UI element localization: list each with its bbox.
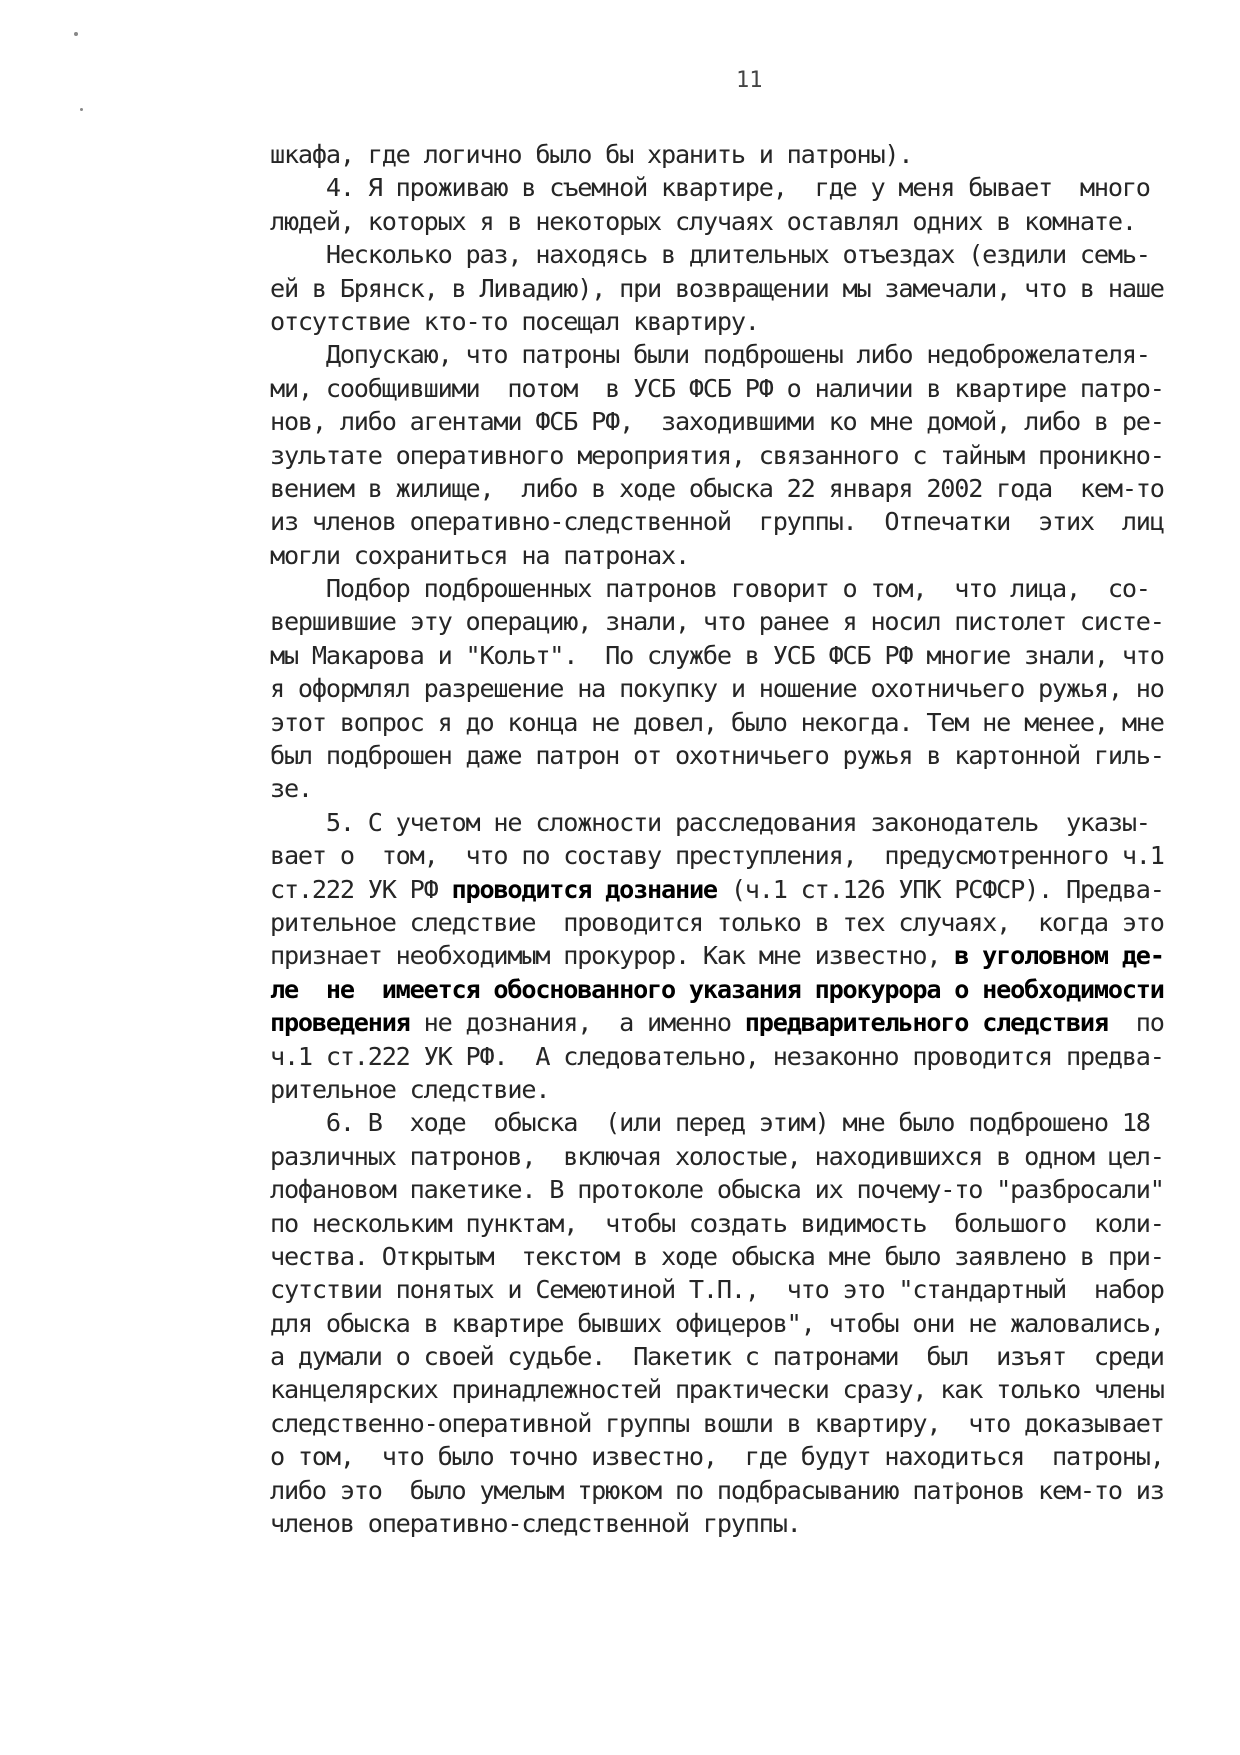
text-line [270,1207,1230,1240]
text-segment: Подбор подброшенных патронов говорит о том, что лица, со- [270,574,1150,604]
text-segment: лофановом пакетике. В протоколе обыска их почему-то "разбросали" [270,1175,1164,1205]
text-segment: из членов оперативно-следственной группы. Отпечатки этих лиц [270,507,1164,537]
text-segment: зультате оперативного мероприятия, связанного с тайным проникно- [270,440,1164,470]
text-segment: 6. В ходе обыска (или перед этим) мне было подброшено 18 [270,1108,1150,1138]
text-line [270,1173,1230,1206]
text-line [270,1240,1230,1273]
text-line [270,472,1230,505]
text-line [270,1407,1230,1440]
text-line [270,1507,1230,1540]
text-segment: ст.222 УК РФ [270,874,452,904]
text-line [270,839,1230,872]
text-segment: вершившие эту операцию, знали, что ранее я носил пистолет систе- [270,607,1164,637]
text-line [270,973,1230,1006]
text-segment: я оформлял разрешение на покупку и ношение охотничьего ружья, но [270,674,1164,704]
text-line [270,1073,1230,1106]
text-segment: следственно-оперативной группы вошли в квартиру, что доказывает [270,1408,1164,1438]
page-number: 11 [736,68,763,93]
text-line [270,305,1230,338]
text-segment: либо это было умелым трюком по подбрасыванию патронов кем-то из [270,1475,1164,1505]
text-segment: различных патронов, включая холостые, находившихся в одном цел- [270,1141,1164,1171]
text-line [270,372,1230,405]
text-segment: Несколько раз, находясь в длительных отъездах (ездили семь- [270,240,1150,270]
text-line [270,906,1230,939]
text-segment: ми, сообщившими потом в УСБ ФСБ РФ о наличии в квартире патро- [270,373,1164,403]
scan-speck [80,108,83,111]
text-line [270,138,1230,171]
text-line [270,439,1230,472]
text-segment: а думали о своей судьбе. Пакетик с патронами был изъят среди [270,1342,1164,1372]
text-segment: чества. Открытым текстом в ходе обыска мне было заявлено в при- [270,1241,1164,1271]
text-line [270,1307,1230,1340]
text-segment: по [1107,1008,1164,1038]
text-line [270,772,1230,805]
text-line [270,1040,1230,1073]
text-line [270,338,1230,371]
text-segment: нов, либо агентами ФСБ РФ, заходившими ко мне домой, либо в ре- [270,407,1164,437]
text-segment: 4. Я проживаю в съемной квартире, где у меня бывает много [270,173,1150,203]
text-segment: людей, которых я в некоторых случаях оставлял одних в комнате. [270,206,1136,236]
text-segment: сутствии понятых и Семеютиной Т.П., что это "стандартный набор [270,1275,1164,1305]
text-line [270,1474,1230,1507]
text-line [270,1440,1230,1473]
text-segment: этот вопрос я до конца не довел, было некогда. Тем не менее, мне [270,707,1164,737]
text-segment: для обыска в квартире бывших офицеров", чтобы они не жаловались, [270,1308,1164,1338]
text-line [270,939,1230,972]
text-segment: о том, что было точно известно, где будут находиться патроны, [270,1442,1164,1472]
text-line [270,706,1230,739]
bold-text-segment: проведения [270,1008,410,1038]
text-line [270,1340,1230,1373]
text-line [270,205,1230,238]
text-line [270,505,1230,538]
bold-text-segment: предварительного следствия [744,1008,1108,1038]
text-segment: Допускаю, что патроны были подброшены либо недоброжелателя- [270,340,1150,370]
text-segment: мы Макарова и "Кольт". По службе в УСБ ФСБ РФ многие знали, что [270,640,1164,670]
text-segment: отсутствие кто-то посещал квартиру. [270,306,759,336]
text-segment: по нескольким пунктам, чтобы создать видимость большого коли- [270,1208,1164,1238]
text-segment: вает о том, что по составу преступления, предусмотренного ч.1 [270,841,1164,871]
text-segment: признает необходимым прокурор. Как мне известно, [270,941,955,971]
text-line [270,873,1230,906]
text-line [270,539,1230,572]
text-segment: рительное следствие. [270,1074,550,1104]
text-line [270,739,1230,772]
text-line [270,171,1230,204]
text-line [270,1106,1230,1139]
bold-text-segment: проводится дознание [451,874,717,904]
text-line [270,639,1230,672]
text-line [270,605,1230,638]
text-segment: (ч.1 ст.126 УПК РСФСР). Предва- [716,874,1164,904]
text-line [270,272,1230,305]
text-line [270,672,1230,705]
text-segment: рительное следствие проводится только в тех случаях, когда это [270,907,1164,937]
text-line [270,1006,1230,1039]
text-line [270,1140,1230,1173]
text-segment: членов оперативно-следственной группы. [270,1509,801,1539]
text-segment: ч.1 ст.222 УК РФ. А следовательно, незаконно проводится предва- [270,1041,1164,1071]
text-line [270,238,1230,271]
text-line [270,806,1230,839]
text-line [270,1273,1230,1306]
bold-text-segment: ле не имеется обоснованного указания прокурора о необходимости [270,974,1164,1004]
text-segment: могли сохраниться на патронах. [270,540,689,570]
document-body [270,138,1230,1540]
text-segment: шкафа, где логично было бы хранить и патроны). [270,140,913,169]
text-segment: не дознания, а именно [409,1008,745,1038]
text-line [270,572,1230,605]
text-line [270,1373,1230,1406]
text-segment: был подброшен даже патрон от охотничьего ружья в картонной гиль- [270,741,1164,771]
bold-text-segment: в уголовном де- [954,941,1164,971]
text-segment: 5. С учетом не сложности расследования законодатель указы- [270,807,1150,837]
text-segment: ей в Брянск, в Ливадию), при возвращении мы замечали, что в наше [270,273,1164,303]
text-segment: зе. [270,774,312,804]
text-segment: канцелярских принадлежностей практически сразу, как только члены [270,1375,1164,1405]
scan-speck [74,32,78,36]
text-line [270,405,1230,438]
text-segment: вением в жилище, либо в ходе обыска 22 января 2002 года кем-то [270,473,1164,503]
